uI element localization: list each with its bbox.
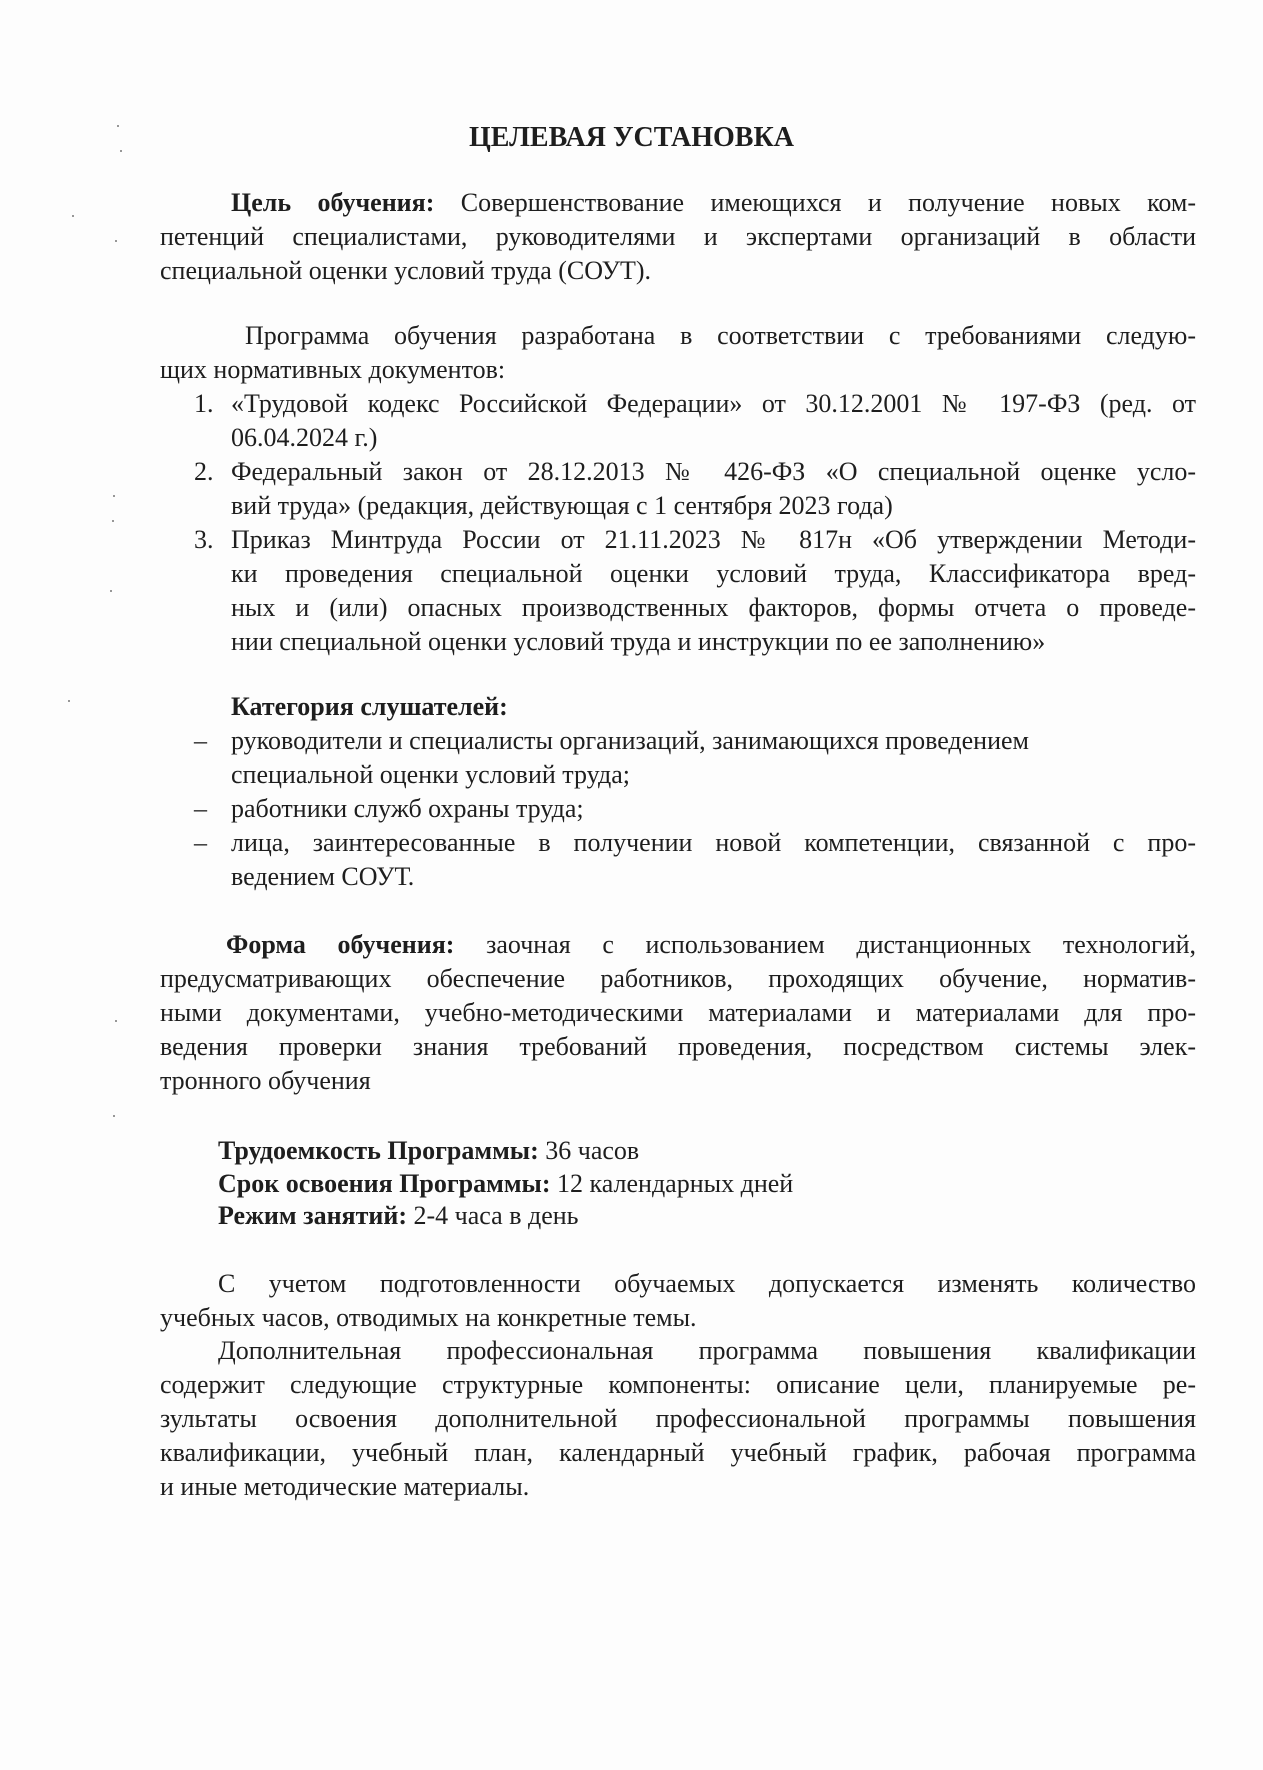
list-item: 3. Приказ Минтруда России от 21.11.2023 № 817н «Об утверждении Методи- ки проведения специальной оценки условий труда, Классификатора вред- ных и (или) опасных производственных факторов, формы отчета о проведе- нии специальной оценки условий труда и инструкции по ее заполнению» — [194, 525, 1196, 656]
list-item: – работники служб охраны труда; — [194, 794, 584, 823]
param-workload: Трудоемкость Программы: 36 часов — [218, 1136, 640, 1165]
audience-label: Категория слушателей: — [231, 692, 508, 721]
list-item: – руководители и специалисты организаций, занимающихся проведением специальной оценки условий труда; — [194, 726, 1029, 789]
list-item: – лица, заинтересованные в получении новой компетенции, связанной с про- ведением СОУТ. — [194, 828, 1196, 891]
audience-section — [160, 690, 1196, 894]
documents-list — [160, 387, 1196, 659]
form-paragraph: Форма обучения: заочная с использованием дистанционных технологий, предусматривающих обеспечение работников, проходящих обучение, норматив- ными документами, учебно-методическими материалами и материалами для про- ведения проверки знания требований проведения, посредством системы элек- тронного обучения — [160, 930, 1196, 1095]
goal-label: Цель обучения: — [231, 188, 435, 217]
list-item: 1. «Трудовой кодекс Российской Федерации» от 30.12.2001 № 197-ФЗ (ред. от 06.04.2024 г.) — [194, 389, 1196, 452]
param-duration: Срок освоения Программы: 12 календарных дней — [218, 1169, 794, 1198]
note-paragraph: С учетом подготовленности обучаемых допускается изменять количество учебных часов, отводимых на конкретные темы. — [160, 1269, 1196, 1332]
goal-paragraph: Цель обучения: Совершенствование имеющихся и получение новых ком- петенций специалистами, руководителями и экспертами организаций в области специальной оценки условий труда (СОУТ). — [160, 188, 1196, 285]
param-schedule: Режим занятий: 2-4 часа в день — [218, 1201, 579, 1230]
program-paragraph: Программа обучения разработана в соответствии с требованиями следую- щих нормативных документов: — [160, 321, 1196, 384]
structure-paragraph: Дополнительная профессиональная программа повышения квалификации содержит следующие структурные компоненты: описание цели, планируемые ре- зультаты освоения дополнительной профессиональной программы повышения квалификации, учебный план, календарный учебный график, рабочая программа и иные методические материалы. — [160, 1336, 1196, 1501]
program-params — [218, 1134, 1118, 1232]
list-item: 2. Федеральный закон от 28.12.2013 № 426-ФЗ «О специальной оценке усло- вий труда» (редакция, действующая с 1 сентября 2023 года) — [194, 457, 1196, 520]
page-title: ЦЕЛЕВАЯ УСТАНОВКА — [468, 122, 794, 153]
form-label: Форма обучения: — [226, 930, 455, 959]
